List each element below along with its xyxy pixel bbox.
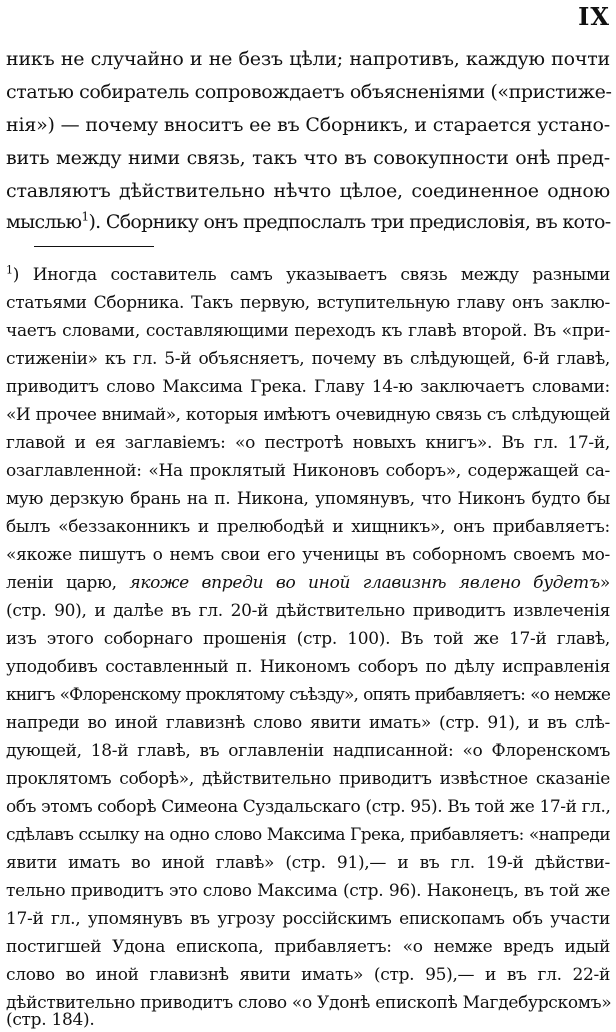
footnote-line: статьями Сборника. Такъ первую, вступительную главу онъ заклю- [6, 293, 610, 313]
footnote-line: явити имать во иной главѣ» (стр. 91),— и въ гл. 19-й дѣйстви- [6, 853, 610, 873]
footnote-line: приводитъ слово Максима Грека. Главу 14-ю заключаетъ словами: [6, 377, 610, 397]
footnote-line: слово во иной главизнѣ явити имать» (стр. 95),— и въ гл. 22-й [6, 965, 610, 985]
footnote-line: уподобивъ составленный п. Никономъ соборъ по дѣлу исправленія [6, 657, 610, 677]
main-text-line-end: ). Сборнику онъ предпослалъ три предисловія, въ кото- [88, 211, 611, 233]
footnote-line: дѣйствительно приводитъ слово «о Удонѣ епископѣ Магдебурскомъ» [6, 993, 612, 1013]
footnote-line: чаетъ словами, составляющими переходъ къ главѣ второй. Въ «при- [6, 321, 610, 341]
italic-quotation: якоже впреди во иной главизнѣ явлено будетъ [129, 573, 600, 593]
footnote-line-text: ) Иногда составитель самъ указываетъ связь между разными [12, 265, 610, 285]
footnote-reference: 1 [81, 209, 89, 224]
footnote-line [6, 573, 610, 593]
footnote-line: книгъ «Флоренскому проклятому съѣзду», опять прибавляетъ: «о немже [6, 685, 610, 705]
footnote-line: объ этомъ соборѣ Симеона Суздальскаго (стр. 95). Въ той же 17-й гл., [6, 797, 611, 817]
footnote-line: изъ этого соборнаго прошенія (стр. 100). Въ той же 17-й главѣ, [6, 629, 610, 649]
footnote-line [6, 265, 610, 285]
footnote-line-text: леніи царю, [6, 573, 130, 593]
footnote-line: проклятомъ соборѣ», дѣйствительно приводитъ извѣстное сказаніе [6, 769, 610, 789]
footnote-line: тельно приводитъ это слово Максима (стр. 96). Наконецъ, въ той же [6, 881, 610, 901]
main-text-line-start: мыслью [6, 211, 82, 233]
footnote-line: напреди во иной главизнѣ слово явити имать» (стр. 91), и въ слѣ- [6, 713, 610, 733]
footnote-line: мую дерзкую брань на п. Никона, упомянувъ, что Никонъ будто бы [6, 489, 610, 509]
page-number: IX [578, 2, 610, 31]
footnote-line: «якоже пишутъ о немъ свои его ученицы въ соборномъ своемъ мо- [6, 545, 610, 565]
footnote-line: сдѣлавъ ссылку на одно слово Максима Грека, прибавляетъ: «напреди [6, 825, 610, 845]
footnote-separator [34, 246, 154, 247]
footnote-line: постигшей Удона епископа, прибавляетъ: «о немже вредъ идый [6, 937, 610, 957]
footnote-line: былъ «беззаконникъ и прелюбодѣй и хищникъ», онъ прибавляетъ: [6, 517, 610, 537]
footnote-line: 17-й гл., упомянувъ въ угрозу россійскимъ епископамъ объ участи [6, 909, 610, 929]
main-text-line: нія») — почему вноситъ ее въ Сборникъ, и старается устано- [6, 114, 610, 136]
footnote-line: главой и ея заглавіемъ: «о пестротѣ новыхъ книгъ». Въ гл. 17-й, [6, 433, 610, 453]
footnote-line: стиженіи» къ гл. 5-й объясняетъ, почему въ слѣдующей, 6-й главѣ, [6, 349, 610, 369]
footnote-line-text: » [599, 573, 610, 593]
footnote-line: «И прочее внимай», которыя имѣютъ очевидную связь съ слѣдующей [6, 405, 610, 425]
main-text-line: ставляютъ дѣйствительно нѣчто цѣлое, соединенное одною [6, 180, 610, 202]
footnote-line: (стр. 90), и далѣе въ гл. 20-й дѣйствительно приводитъ извлеченія [6, 601, 610, 621]
footnote-line: дующей, 18-й главѣ, въ оглавленіи надписанной: «о Флоренскомъ [6, 741, 610, 761]
footnote-line: (стр. 184). [6, 1010, 95, 1030]
main-text-line: вить между ними связь, такъ что въ совокупности онѣ пред- [6, 147, 610, 169]
main-text-line [6, 211, 610, 233]
footnote-marker: 1 [6, 263, 13, 277]
main-text-line: статью собиратель сопровождаетъ объясненіями («пристиже- [6, 81, 612, 103]
main-text-line: никъ не случайно и не безъ цѣли; напротивъ, каждую почти [6, 48, 610, 70]
footnote-line: озаглавленной: «На проклятый Никоновъ соборъ», содержащей са- [6, 461, 610, 481]
